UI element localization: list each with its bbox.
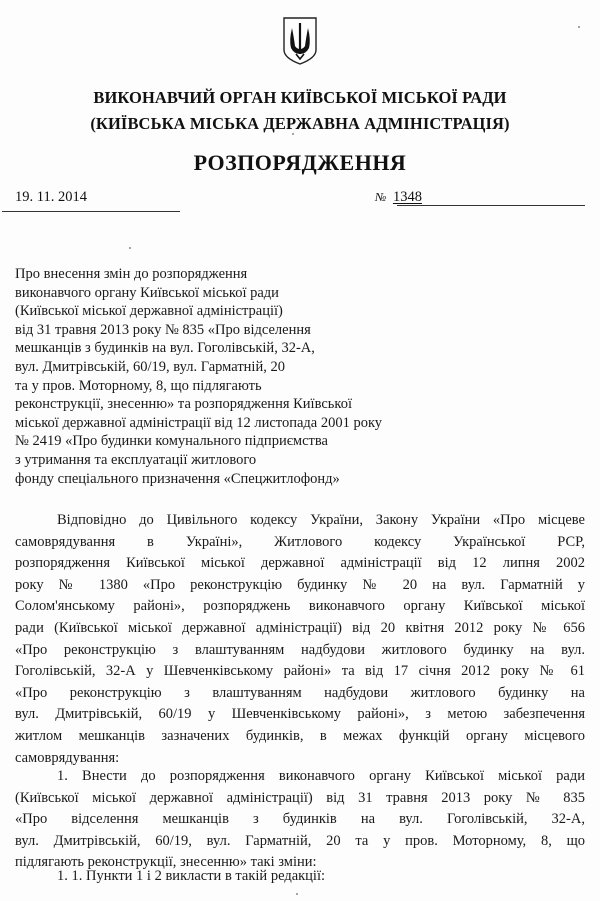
- paragraph-line: підлягають реконструкції, знесенню» такі зміни:: [15, 854, 317, 871]
- paragraph-line: ради (Київської міської державної адміністрації) від 20 квітня 2012 року № 656: [15, 619, 585, 636]
- title-line: фонду спеціального призначення «Спецжитлофонд»: [15, 470, 340, 487]
- preamble-paragraph: [15, 510, 585, 769]
- paragraph-line: Солом'янському районі», розпоряджень виконавчого органу Київської міської: [15, 598, 585, 615]
- paragraph-line: самоврядування в Україні», Житлового кодексу Української РСР,: [15, 533, 585, 550]
- paragraph-line: 1. 1. Пункти 1 і 2 викласти в такій редакції:: [57, 868, 326, 884]
- paragraph-line: житлом мешканців зазначених будинків, в межах функцій органу місцевого: [15, 727, 585, 744]
- title-line: мешканців з будинків на вул. Гоголівській, 32-А,: [15, 340, 315, 357]
- title-line: з утримання та експлуатації житлового: [15, 451, 257, 468]
- title-line: від 31 травня 2013 року № 835 «Про відселення: [15, 321, 311, 338]
- paragraph-line: самоврядування:: [15, 749, 120, 766]
- title-line: (Київської міської державної адміністрації): [15, 303, 283, 320]
- paragraph-line: (Київської міської державної адміністрації) від 31 травня 2013 року № 835: [15, 789, 585, 806]
- paragraph-line: «Про відселення мешканців з будинків на вул. Гоголівській, 32-А,: [15, 811, 585, 828]
- organization-subtitle: (КИЇВСЬКА МІСЬКА ДЕРЖАВНА АДМІНІСТРАЦІЯ): [90, 114, 510, 133]
- number-sign: №: [375, 190, 387, 204]
- paragraph-line: вул. Дмитрівській, 60/19, вул. Гарматній, 20 та у пров. Моторному, 8, що: [15, 832, 585, 849]
- title-line: реконструкції, знесенню» та розпорядження Київської: [15, 396, 352, 413]
- document-number: [375, 189, 585, 206]
- date-underline: [2, 211, 180, 212]
- paragraph-line: «Про реконструкцію з влаштуванням надбудови житлового будинку на вул.: [15, 641, 585, 658]
- title-line: міської державної адміністрації від 12 листопада 2001 року: [15, 414, 383, 431]
- title-line: та у пров. Моторному, 8, що підлягають: [15, 377, 262, 394]
- number-underline: [397, 205, 585, 206]
- item-1-paragraph: [15, 766, 585, 874]
- coat-of-arms-icon: [282, 16, 318, 66]
- title-line: виконавчого органу Київської міської ради: [15, 284, 279, 301]
- paragraph-line: Відповідно до Цивільного кодексу України, Закону України «Про місцеве: [57, 512, 585, 528]
- title-line: вул. Дмитрівській, 60/19, вул. Гарматній, 20: [15, 358, 285, 375]
- paragraph-line: вул. Дмитрівській, 60/19 у Шевченківському районі», з метою забезпечення: [15, 706, 585, 723]
- paragraph-line: «Про реконструкцію з влаштуванням надбудови житлового будинку на: [15, 684, 585, 701]
- title-line: Про внесення змін до розпорядження: [15, 266, 248, 282]
- scan-speck: [292, 133, 294, 135]
- scan-speck: [129, 247, 131, 249]
- organization-name: ВИКОНАВЧИЙ ОРГАН КИЇВСЬКОЇ МІСЬКОЇ РАДИ: [93, 88, 507, 107]
- item-1-1-paragraph: [15, 866, 585, 888]
- document-date: 19. 11. 2014: [15, 189, 87, 205]
- document-type-heading: РОЗПОРЯДЖЕННЯ: [193, 150, 407, 175]
- paragraph-line: 1. Внести до розпорядження виконавчого органу Київської міської ради: [57, 768, 585, 784]
- paragraph-line: року № 1380 «Про реконструкцію будинку № 20 на вул. Гарматній у: [15, 576, 585, 593]
- title-line: № 2419 «Про будинки комунального підприємства: [15, 433, 328, 450]
- scan-speck: [578, 26, 580, 28]
- number-value: 1348: [392, 189, 422, 205]
- document-subject-title: [15, 265, 485, 488]
- paragraph-line: Гоголівській, 32-А у Шевченківському районі» та від 17 січня 2012 року № 61: [15, 663, 585, 680]
- paragraph-line: розпорядження Київської міської державної адміністрації від 12 липня 2002: [15, 555, 585, 572]
- scan-speck: [296, 893, 298, 895]
